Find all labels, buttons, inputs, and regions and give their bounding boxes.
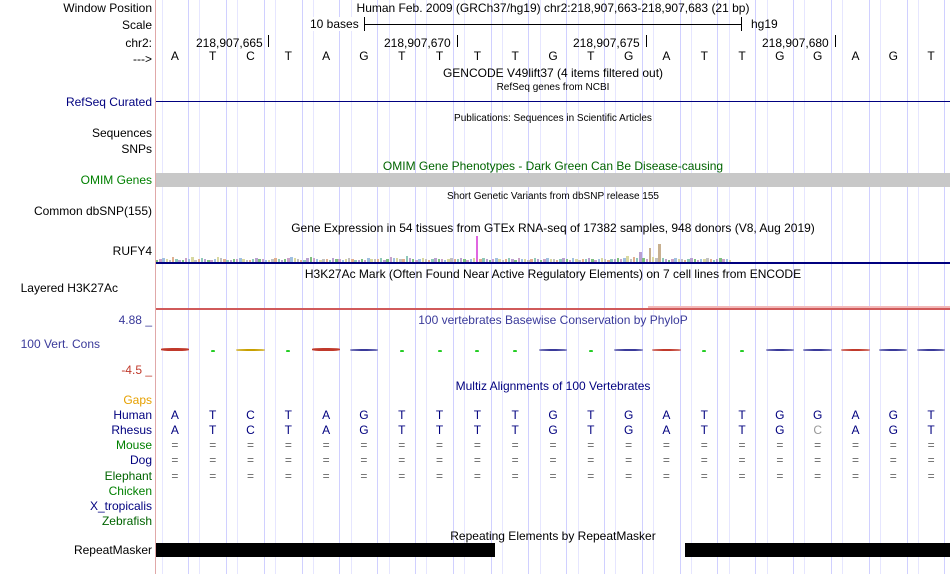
base-letter: T [398,49,406,63]
track-labels-panel [0,0,155,574]
scale-label[interactable]: Scale [121,18,152,32]
base-letter: = [814,469,822,483]
base-letter: = [851,469,859,483]
base-letter: T [209,49,217,63]
assembly-label: hg19 [751,17,778,31]
coordinate-tick [268,35,269,47]
gaps-label[interactable]: Gaps [123,393,152,407]
base-letter: = [247,469,255,483]
rhesus-label[interactable]: Rhesus [111,423,152,437]
common-dbsnp-label[interactable]: Common dbSNP(155) [33,204,152,218]
base-letter: T [473,423,482,437]
base-letter: A [662,49,671,63]
phylop-score-mark [589,350,593,352]
base-letter: T [700,49,708,63]
vert-cons-label[interactable]: 100 Vert. Cons [20,337,100,351]
chromosome-label[interactable]: chr2: [125,36,152,50]
phylop-score-mark [740,350,744,352]
base-letter: = [587,453,595,467]
base-letter: G [359,423,369,437]
base-letter: T [284,408,292,422]
base-letter: = [738,453,746,467]
base-letter: = [851,453,859,467]
position-readout: Human Feb. 2009 (GRCh37/hg19) chr2:218,907,663-218,907,683 (21 bp) [356,1,750,15]
refseq-track-line [156,101,950,102]
base-letter: = [776,453,784,467]
x-tropicalis-label[interactable]: X_tropicalis [89,499,152,513]
strand-arrow-label[interactable]: ---> [133,52,152,66]
track-data-panel[interactable] [156,0,950,574]
conservation-min-label: -4.5 _ [121,363,152,377]
phylop-score-mark [513,350,517,352]
base-letter: T [398,423,406,437]
gtex-bar-chart[interactable] [156,236,950,263]
phylop-score-mark [475,350,479,352]
repeatmasker-label[interactable]: RepeatMasker [73,543,152,557]
base-letter: T [473,408,482,422]
base-letter: = [284,453,292,467]
phylop-score-mark [350,349,378,351]
base-letter: = [209,453,217,467]
publications-track-title[interactable]: Publications: Sequences in Scientific Articles [454,113,652,124]
base-letter: = [662,438,670,452]
base-letter: T [209,423,217,437]
base-letter: = [738,469,746,483]
base-letter: G [775,423,785,437]
base-letter: C [813,423,822,437]
base-letter: = [662,469,670,483]
base-letter: = [814,438,822,452]
base-letter: = [587,469,595,483]
base-letter: = [398,438,406,452]
base-letter: = [851,438,859,452]
base-letter: = [625,438,633,452]
base-letter: T [927,49,935,63]
base-letter: = [927,453,935,467]
coordinate-label: 218,907,680 [762,36,829,50]
window-position-label[interactable]: Window Position [63,1,152,15]
base-letter: T [700,423,708,437]
gencode-track-title[interactable]: GENCODE V49lift37 (4 items filtered out) [442,66,664,80]
phylop-score-mark [614,349,642,351]
base-letter: = [549,453,557,467]
base-letter: = [625,453,633,467]
repeat-element-block[interactable] [685,543,950,557]
coordinate-label: 218,907,670 [384,36,451,50]
base-letter: T [587,423,595,437]
base-letter: = [511,453,519,467]
base-letter: T [284,49,292,63]
omim-track-bar[interactable] [156,173,950,187]
base-letter: T [927,408,935,422]
base-letter: G [888,49,898,63]
dbsnp-track-title[interactable]: Short Genetic Variants from dbSNP release 155 [447,191,659,202]
phylop-wiggle[interactable] [156,330,950,370]
h3k27ac-signal-peak [648,306,950,308]
phylop-score-mark [702,350,706,352]
base-letter: = [284,469,292,483]
base-letter: = [700,453,708,467]
omim-track-title[interactable]: OMIM Gene Phenotypes - Dark Green Can Be Disease-causing [382,159,724,173]
h3k27ac-track-title[interactable]: H3K27Ac Mark (Often Found Near Active Regulatory Elements) on 7 cell lines from ENCODE [304,267,802,281]
coordinate-label: 218,907,675 [573,36,640,50]
human-label[interactable]: Human [113,408,152,422]
base-letter: A [170,408,179,422]
base-letter: = [511,438,519,452]
base-letter: = [398,469,406,483]
base-letter: G [623,408,634,422]
base-letter: G [812,408,823,422]
base-letter: T [209,408,217,422]
base-letter: G [359,49,369,63]
base-letter: A [662,408,671,422]
base-letter: T [284,423,292,437]
base-letter: G [888,423,898,437]
gtex-tissue-bar[interactable] [476,236,478,262]
base-letter: = [171,438,179,452]
zebrafish-label[interactable]: Zebrafish [101,514,152,528]
base-letter: = [398,453,406,467]
base-letter: T [435,49,444,63]
base-letter: A [851,408,860,422]
phylop-score-mark [766,349,794,351]
elephant-label[interactable]: Elephant [104,469,152,483]
base-letter: = [322,453,330,467]
base-letter: = [889,438,897,452]
phylop-score-mark [211,350,215,352]
base-letter: T [511,423,519,437]
mouse-label[interactable]: Mouse [115,438,152,452]
base-letter: = [284,438,292,452]
base-letter: = [436,453,444,467]
base-letter: T [587,408,595,422]
gtex-track-title[interactable]: Gene Expression in 54 tissues from GTEx RNA-seq of 17382 samples, 948 donors (V8, Aug 2019) [291,221,815,235]
base-letter: G [548,408,558,422]
base-letter: G [359,408,369,422]
phylop-score-mark [652,349,680,351]
base-letter: = [247,453,255,467]
phylop-score-mark [438,350,442,352]
gtex-tissue-bar[interactable] [649,248,651,262]
coordinate-tick [835,35,836,47]
gtex-tissue-bar[interactable] [639,252,641,262]
base-letter: G [623,423,634,437]
scale-bar-left-tick [364,17,365,31]
base-letter: G [548,423,558,437]
phylop-score-mark [841,349,869,351]
base-letter: = [738,438,746,452]
base-letter: = [889,469,897,483]
base-letter: G [548,49,558,63]
base-letter: = [247,438,255,452]
coordinate-tick [457,35,458,47]
coordinate-label: 218,907,665 [196,36,263,50]
phylop-score-mark [803,349,831,351]
base-letter: A [170,49,179,63]
coordinate-tick [646,35,647,47]
base-letter: G [775,408,785,422]
base-letter: G [888,408,898,422]
base-letter: = [322,469,330,483]
base-letter: = [662,453,670,467]
base-letter: T [700,408,708,422]
rufy4-label[interactable]: RUFY4 [112,244,152,258]
base-letter: G [623,49,634,63]
repeat-element-block[interactable] [156,543,495,557]
base-letter: A [170,423,179,437]
base-letter: G [812,49,823,63]
base-letter: = [625,469,633,483]
phylop-score-mark [161,348,189,350]
base-letter: A [851,49,860,63]
gtex-track-line [156,262,950,264]
base-letter: = [171,453,179,467]
base-letter: = [587,438,595,452]
base-letter: = [171,469,179,483]
phylop-score-mark [312,348,340,350]
base-letter: T [587,49,595,63]
snps-label[interactable]: SNPs [121,142,152,156]
phylop-score-mark [236,349,264,351]
chicken-label[interactable]: Chicken [108,484,152,498]
base-letter: = [927,438,935,452]
repeatmasker-blocks[interactable] [156,543,950,557]
base-letter: A [322,408,331,422]
scale-text: 10 bases [310,17,359,31]
base-letter: = [700,438,708,452]
base-letter: G [775,49,785,63]
base-letter: A [662,423,671,437]
base-letter: A [851,423,860,437]
omim-genes-label[interactable]: OMIM Genes [80,173,152,187]
base-letter: = [209,469,217,483]
base-letter: = [511,469,519,483]
base-letter: = [549,438,557,452]
base-letter: = [473,469,481,483]
dog-label[interactable]: Dog [129,453,152,467]
repeatmasker-track-title[interactable]: Repeating Elements by RepeatMasker [450,529,656,543]
base-letter: T [398,408,406,422]
base-letter: T [927,423,935,437]
phylop-score-mark [400,350,404,352]
refseq-track-subtitle: RefSeq genes from NCBI [496,82,610,93]
base-letter: = [927,469,935,483]
base-letter: T [511,49,519,63]
base-letter: = [360,453,368,467]
phylop-score-mark [286,350,290,352]
base-letter: = [700,469,708,483]
base-letter: T [511,408,519,422]
phylop-score-mark [539,349,567,351]
base-letter: = [814,453,822,467]
base-letter: C [246,423,255,437]
h3k27ac-signal-line [156,308,950,310]
base-letter: = [322,438,330,452]
phylop-score-mark [917,349,945,351]
base-letter: C [246,408,255,422]
refseq-curated-label[interactable]: RefSeq Curated [65,95,152,109]
base-letter: T [738,423,746,437]
multiz-track-title[interactable]: Multiz Alignments of 100 Vertebrates [455,379,651,393]
base-letter: = [436,438,444,452]
sequences-label[interactable]: Sequences [91,126,152,140]
scale-bar-right-tick [741,17,742,31]
phylop-track-title[interactable]: 100 vertebrates Basewise Conservation by PhyloP [418,313,688,327]
layered-h3k27ac-label[interactable]: Layered H3K27Ac [20,281,118,295]
base-letter: T [473,49,482,63]
base-letter: = [889,453,897,467]
base-letter: = [549,469,557,483]
base-letter: = [473,453,481,467]
base-letter: T [435,408,444,422]
gtex-tissue-bar[interactable] [658,244,660,262]
base-letter: T [738,408,746,422]
base-letter: = [360,469,368,483]
base-letter: = [776,469,784,483]
base-letter: T [738,49,746,63]
base-letter: = [436,469,444,483]
base-letter: T [435,423,444,437]
base-letter: = [360,438,368,452]
base-letter: A [322,49,331,63]
conservation-max-label: 4.88 _ [118,313,152,327]
base-letter: = [776,438,784,452]
base-letter: = [209,438,217,452]
phylop-score-mark [879,349,907,351]
scale-bar [364,24,742,25]
base-letter: A [322,423,331,437]
base-letter: C [246,49,255,63]
base-letter: = [473,438,481,452]
